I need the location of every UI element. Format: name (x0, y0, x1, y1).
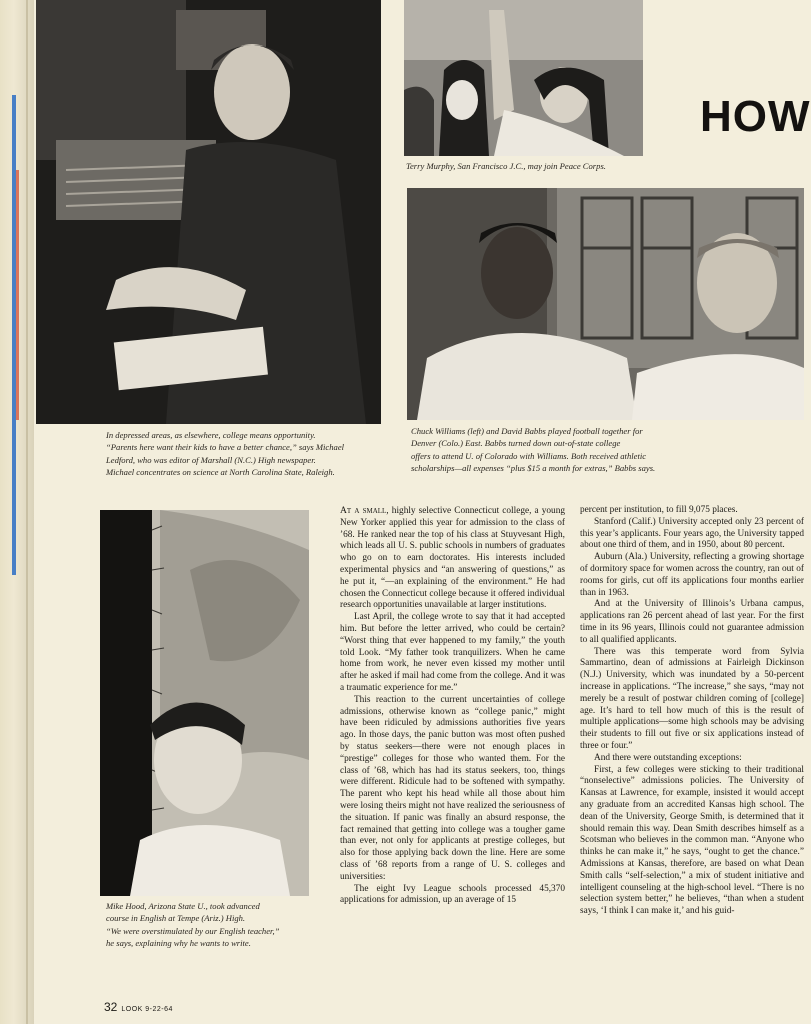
page-edge (0, 0, 34, 1024)
photo-williams-babbs (407, 188, 804, 420)
caption-line: Terry Murphy, San Francisco J.C., may join Peace Corps. (406, 161, 606, 171)
caption-murphy (406, 160, 666, 172)
article-column-1 (340, 505, 565, 907)
caption-line: “We were overstimulated by our English teacher,” (106, 925, 280, 936)
photo-hood (100, 510, 309, 896)
article-paragraph: And there were outstanding exceptions: (594, 752, 742, 763)
article-paragraph: First, a few colleges were sticking to their traditional “nonselective” admissions policies. The University of Kansas at Lawrence, for example, insisted it would accept any graduate from an accredited Kansas high school. The dean of the University, George Smith, is determined that it should remain this way. Dean Smith describes himself as a Scotsman who believes in the common man. “Anyone who thinks he can make it,” he says, “ought to get the chance.” Admissions at Kansas, therefore, are based on what Dean Smith calls “self-selection,” a mix of student initiative and intelligent counseling at the high-school level. “There is no selection system better,” he believes, “than when a student says, ‘I think I can make it,’ and his guid- (580, 764, 804, 917)
headline: HOW (700, 92, 811, 141)
caption-hood (106, 900, 336, 949)
article-paragraph: percent per institution, to fill 9,075 places. (580, 505, 738, 515)
folio (104, 1000, 173, 1014)
edge-line (26, 0, 28, 1024)
photo-ledford (36, 0, 381, 424)
caption-line: Mike Hood, Arizona State U., took advanced (106, 901, 260, 911)
page-number: 32 (104, 1000, 118, 1014)
photo-murphy (404, 0, 643, 156)
caption-line: offers to attend U. of Colorado with Williams. Both received athletic (411, 450, 647, 461)
caption-line: “Parents here want their kids to have a better chance,” says Michael (106, 442, 345, 453)
caption-line: he says, explaining why he wants to write. (106, 937, 251, 948)
paragraph-text: highly selective Connecticut college, a young New Yorker applied this year for admission to the class of ’68. He ranked near the top of his class at Stuyvesant High, which leads all U. S. public schools in numbers of graduates who go on to earn doctorates. His interests included experimental physics and “an answering of questions,” as he put it, “—an explaining of the environment.” He had chosen the Connecticut college because it offered individual research opportunities unavailable at larger institutions. (340, 506, 565, 611)
article-paragraph: Last April, the college wrote to say that it had accepted him. But before the letter arrived, who could be certain? “Worst thing that ever happened to my family,” the youth told Look. “My father took tranquilizers. When he came home from work, he never even kissed my mother until after he asked if mail had come from the college. And it was a traumatic experience for me.” (340, 612, 565, 693)
article-paragraph: Auburn (Ala.) University, reflecting a growing shortage of dormitory space for women across the country, ran out of rooms for girls, cut off its applications four months earlier than in 1963. (580, 552, 804, 598)
article-paragraph: Stanford (Calif.) University accepted only 23 percent of this year’s applicants. Four years ago, the University tapped about one third of them, and in 1950, about 80 percent. (580, 516, 804, 551)
caption-ledford (106, 429, 396, 478)
caption-line: Ledford, who was editor of Marshall (N.C.) High newspaper. (106, 454, 316, 465)
caption-line: In depressed areas, as elsewhere, college means opportunity. (106, 430, 316, 440)
lead-in: At a small, (340, 505, 389, 516)
caption-line: Chuck Williams (left) and David Babbs played football together for (411, 426, 643, 436)
caption-line: scholarships—all expenses “plus $15 a month for extras,” Babbs says. (411, 462, 656, 473)
article-paragraph: This reaction to the current uncertainties of college admissions, otherwise known as “college panic,” might have been ridiculed by admissions authorities five years ago. In those days, the panic button was most often pushed by status seekers—there were not enough places in “prestige” colleges for those who wanted them. For the class of ’68, which has had its status seekers, too, things were different. Ridicule had to be softened with sympathy. The parent who kept his head while all those about him were losing theirs might not have realized the seriousness of the situation. If panic was finally an absurd response, the fact remained that getting into college was a tougher game than ever, not only for applicants at prestige colleges, but also for those applying back down the line. Here are some class of ’68 reports from a range of U. S. colleges and universities: (340, 694, 565, 882)
article-paragraph (340, 505, 565, 612)
caption-line: course in English at Tempe (Ariz.) High. (106, 913, 246, 924)
magazine-issue: LOOK 9-22-64 (121, 1006, 173, 1013)
caption-williams-babbs (411, 425, 741, 474)
article-paragraph: The eight Ivy League schools processed 45,370 applications for admission, up an average of 15 (340, 883, 565, 906)
edge-stripe (16, 170, 19, 420)
article-column-2 (580, 505, 804, 918)
caption-line: Michael concentrates on science at North Carolina State, Raleigh. (106, 466, 335, 477)
caption-line: Denver (Colo.) East. Babbs turned down out-of-state college (411, 438, 621, 449)
article-paragraph: There was this temperate word from Sylvia Sammartino, dean of admissions at Fairleigh Dickinson (N.J.) University, which was inundated by a 50-percent increase in applications. “The increase,” she says, “may not merely be a result of postwar children coming of [college] age. It’s hard to tell how much of this is the result of multiple applications—some high schools may be advising their students to fill out five or six applications instead of three or four.” (580, 646, 804, 751)
article-paragraph: And at the University of Illinois’s Urbana campus, applications ran 26 percent ahead of last year. For the first time in its 96 years, Illinois could not guarantee admission to all qualified applicants. (580, 599, 804, 645)
